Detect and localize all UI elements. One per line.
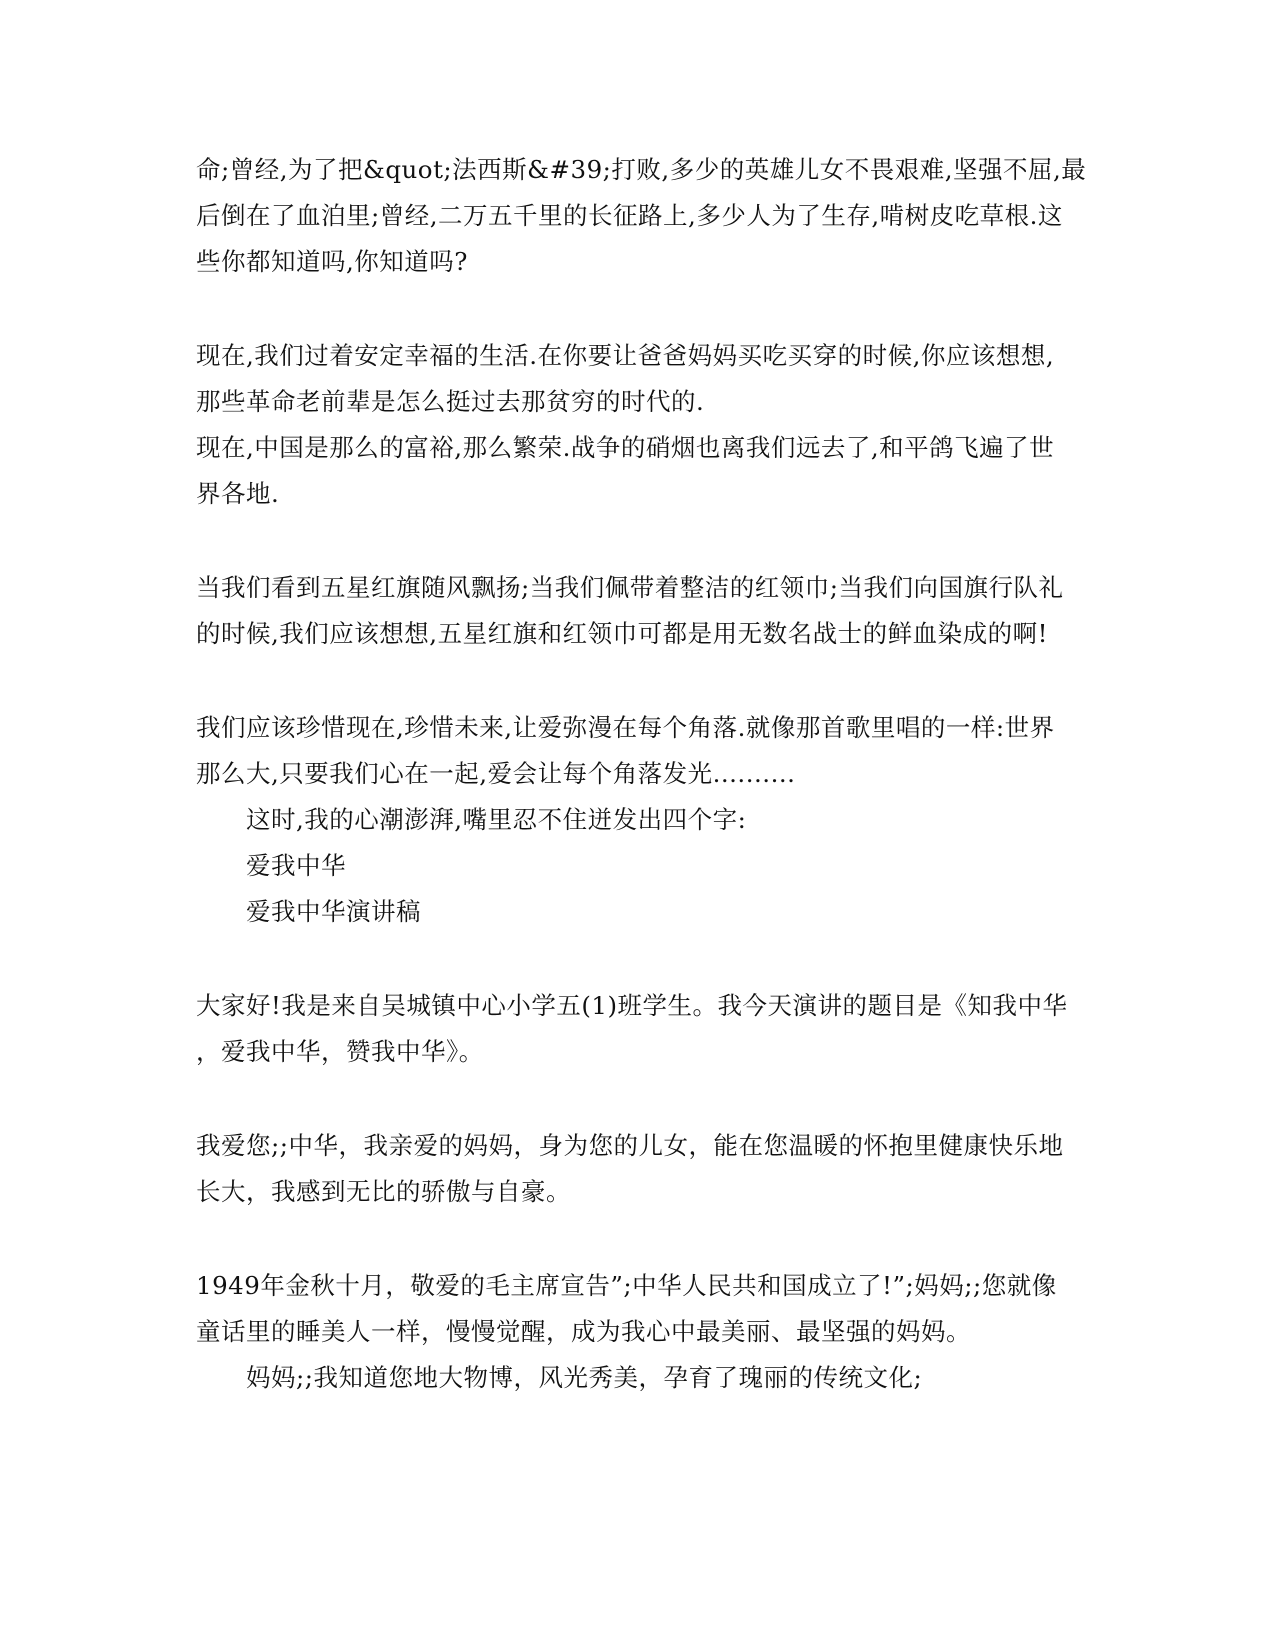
text-line: 现在,中国是那么的富裕,那么繁荣.战争的硝烟也离我们远去了,和平鸽飞遍了世 (196, 433, 1055, 462)
text-line: 大家好!我是来自吴城镇中心小学五(1)班学生。我今天演讲的题目是《知我中华 (196, 991, 1068, 1020)
text-line: ，爱我中华，赞我中华》。 (196, 1037, 484, 1066)
text-line: 妈妈;;我知道您地大物博，风光秀美，孕育了瑰丽的传统文化; (246, 1363, 923, 1392)
text-line: 那么大,只要我们心在一起,爱会让每个角落发光.......... (196, 759, 796, 788)
text-line: 后倒在了血泊里;曾经,二万五千里的长征路上,多少人为了生存,啃树皮吃草根.这 (196, 201, 1063, 230)
heading-line: 爱我中华演讲稿 (246, 897, 421, 926)
text-line: 的时候,我们应该想想,五星红旗和红领巾可都是用无数名战士的鲜血染成的啊! (196, 619, 1048, 648)
text-line: 长大，我感到无比的骄傲与自豪。 (196, 1177, 571, 1206)
text-line: 现在,我们过着安定幸福的生活.在你要让爸爸妈妈买吃买穿的时候,你应该想想, (196, 341, 1055, 370)
text-line: 当我们看到五星红旗随风飘扬;当我们佩带着整洁的红领巾;当我们向国旗行队礼 (196, 573, 1064, 602)
text-line: 界各地. (196, 479, 280, 508)
text-line: 那些革命老前辈是怎么挺过去那贫穷的时代的. (196, 387, 705, 416)
text-line: 1949年金秋十月，敬爱的毛主席宣告”;中华人民共和国成立了!”;妈妈;;您就像 (196, 1271, 1057, 1300)
text-line: 爱我中华 (246, 851, 346, 880)
text-line: 我爱您;;中华，我亲爱的妈妈，身为您的儿女，能在您温暖的怀抱里健康快乐地 (196, 1131, 1064, 1160)
text-line: 这时,我的心潮澎湃,嘴里忍不住迸发出四个字: (246, 805, 747, 834)
text-line: 童话里的睡美人一样，慢慢觉醒，成为我心中最美丽、最坚强的妈妈。 (196, 1317, 971, 1346)
text-line: 我们应该珍惜现在,珍惜未来,让爱弥漫在每个角落.就像那首歌里唱的一样:世界 (196, 713, 1055, 742)
text-line: 命;曾经,为了把&quot;法西斯&#39;打败,多少的英雄儿女不畏艰难,坚强不屈,最 (196, 155, 1087, 184)
text-line: 些你都知道吗,你知道吗? (196, 247, 468, 276)
